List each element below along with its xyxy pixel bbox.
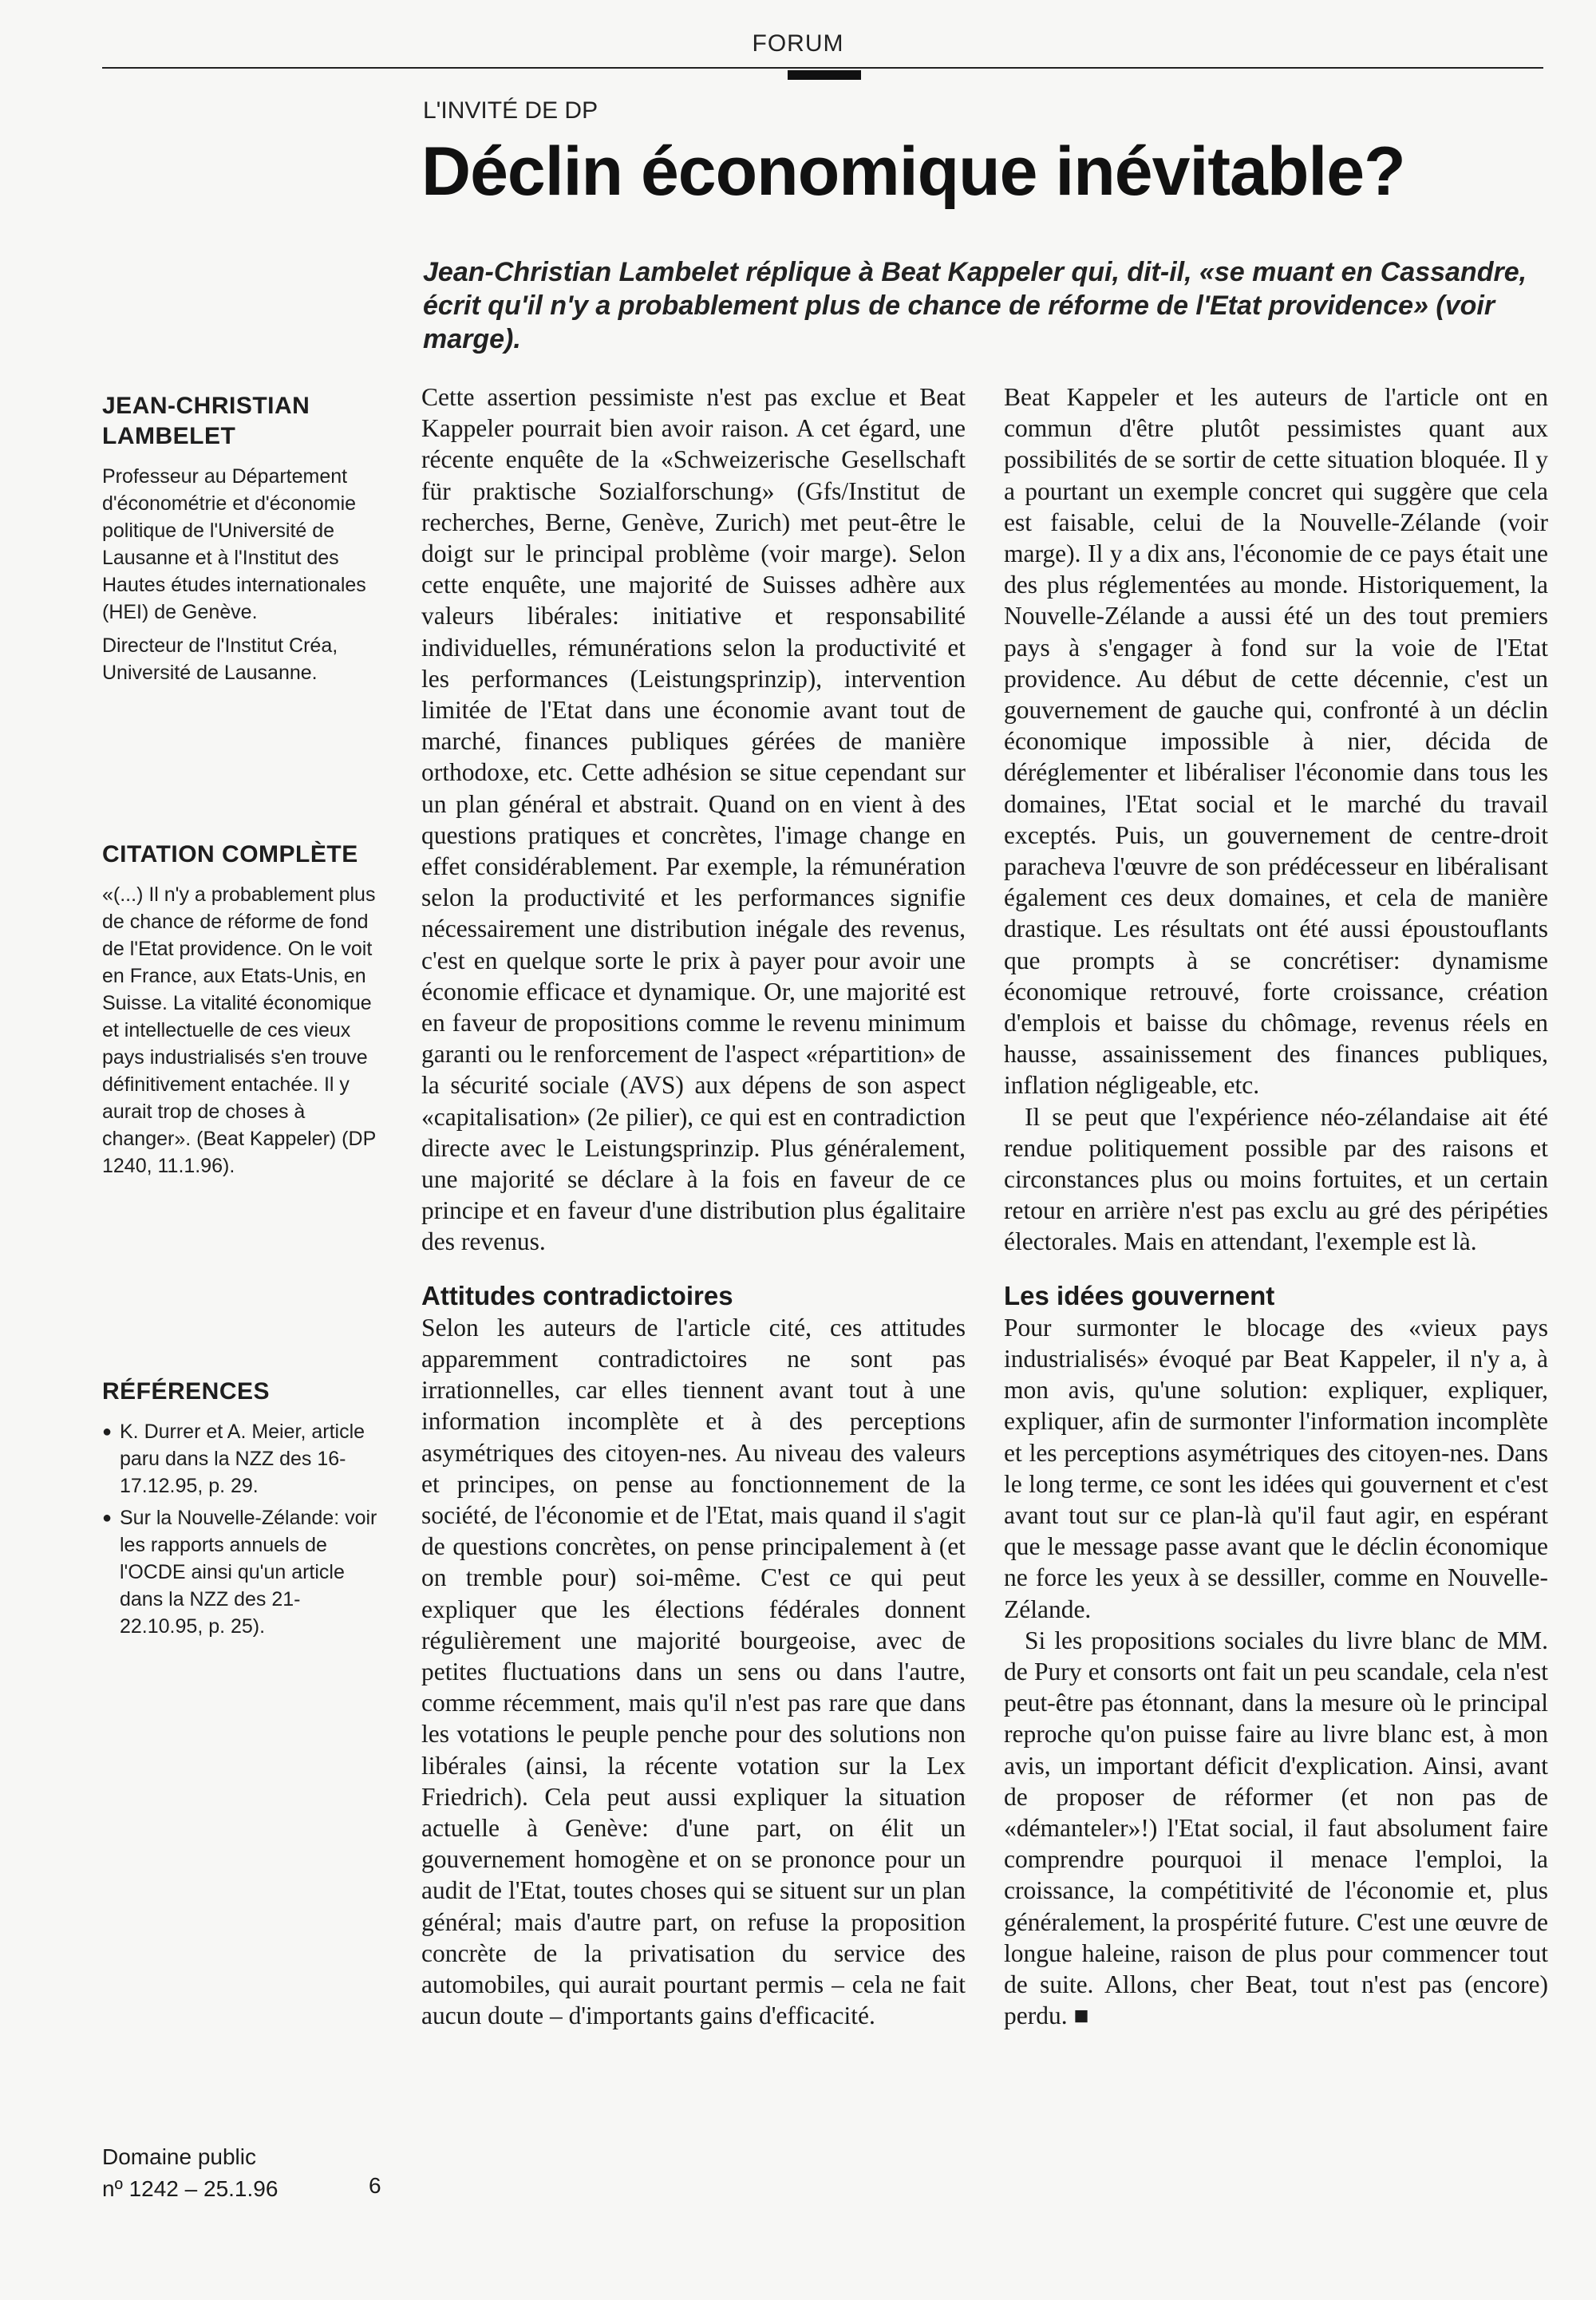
- body-paragraph: Il se peut que l'expérience néo-zélandaise ait été rendue politiquement possible par des raisons et circonstances plus ou moins fortuites, et un certain retour en arrière n'est pas exclu au gré des péripéties électorales. Mais en attendant, l'exemple est là.: [1004, 1102, 1548, 1256]
- page-number: 6: [369, 2173, 381, 2198]
- section-label: FORUM: [752, 30, 844, 57]
- body-paragraph: Beat Kappeler et les auteurs de l'article ont en commun d'être plutôt pessimistes quant aux possibilités de se sortir de cette situation bloquée. Il y a pourtant un exemple concret qui suggère que cela est faisable, celui de la Nouvelle-Zélande (voir marge). Il y a dix ans, l'économie de ce pays était une des plus réglementées au monde. Historiquement, la Nouvelle-Zélande a aussi été un des tout premiers pays à s'engager à fond sur la voie de l'Etat providence. Au début de cette décennie, c'est un gouvernement de gauche qui, confronté à un déclin économique impossible à nier, décida de déréglementer et libéraliser l'économie dans tous les domaines, l'Etat social et le marché du travail exceptés. Puis, un gouvernement de centre-droit paracheva l'œuvre de son prédécesseur en libéralisant également ces deux domaines, et cela de manière drastique. Les résultats ont été aussi époustouflants que prompts à se concrétiser: dynamisme économique retrouvé, forte croissance, création d'emplois et baisse du chômage, revenus réels en hausse, assainissement des finances publiques, inflation négligeable, etc.: [1004, 383, 1548, 1100]
- body-column-1: [421, 381, 966, 2031]
- references-list: [102, 1418, 383, 1640]
- top-rule: [102, 67, 1543, 69]
- citation-box: [102, 840, 383, 1186]
- article-title: Déclin économique inévitable?: [421, 133, 1405, 210]
- citation-heading: CITATION COMPLÈTE: [102, 841, 358, 867]
- references-heading: RÉFÉRENCES: [102, 1378, 271, 1405]
- reference-item: ● K. Durrer et A. Meier, article paru dans la NZZ des 16-17.12.95, p. 29.: [102, 1418, 383, 1500]
- body-paragraph: Cette assertion pessimiste n'est pas exclue et Beat Kappeler pourrait bien avoir raison. A cet égard, une récente enquête de la «Schweizerische Gesellschaft für praktische Sozialforschung» (Gfs/Institut de recherches, Berne, Genève, Zurich) met peut-être le doigt sur le principal problème (voir marge). Selon cette enquête, une majorité de Suisses adhère aux valeurs libérales: initiative et responsabilité individuelles, rémunérations selon la productivité et les performances (Leistungsprinzip), intervention limitée de l'Etat dans une économie avant tout de marché, finances publiques gérées de manière orthodoxe, etc. Cette adhésion se situe cependant sur un plan général et abstrait. Quand on en vient à des questions pratiques et concrètes, l'image change en effet considérablement. Par exemple, la rémunération selon la productivité et les performances signifie nécessairement une distribution inégale des revenus, c'est en quelque sorte le prix à payer pour avoir une économie efficace et dynamique. Or, une majorité est en faveur de propositions comme le revenu minimum garanti ou le renforcement de l'aspect «répartition» de la sécurité sociale (AVS) aux dépens de son aspect «capitalisation» (2e pilier), ce qui est en contradiction directe avec le Leistungsprinzip. Plus généralement, une majorité se déclare à la fois en faveur de ce principe et en faveur d'une distribution plus égalitaire des revenus.: [421, 383, 966, 1256]
- article-kicker: L'INVITÉ DE DP: [423, 97, 598, 124]
- subheading: Attitudes contradictoires: [421, 1280, 733, 1310]
- reference-item: ● Sur la Nouvelle-Zélande: voir les rapports annuels de l'OCDE ainsi qu'un article dans la NZZ des 21-22.10.95, p. 25).: [102, 1504, 383, 1640]
- article-lead: Jean-Christian Lambelet réplique à Beat Kappeler qui, dit-il, «se muant en Cassandre, écrit qu'il n'y a probablement plus de chance de réforme de l'Etat providence» (voir marge).: [423, 257, 1527, 354]
- author-bio: Professeur au Département d'économétrie et d'économie politique de l'Université de Lausanne et à l'Institut des Hautes études internationales (HEI) de Genève.: [102, 465, 366, 623]
- body-paragraph: Selon les auteurs de l'article cité, ces attitudes apparemment contradictoires ne sont pas irrationnelles, car elles tiennent avant tout à une information incomplète et à des perceptions asymétriques des citoyen-nes. Au niveau des valeurs et principes, on pense au fonctionnement de la société, de l'économie et de l'Etat, mais quand il s'agit de questions concrètes, on pense principalement à (et on tremble pour) soi-même. C'est ce qui peut expliquer que les élections fédérales donnent régulièrement une majorité bourgeoise, avec de petites fluctuations dans un sens ou dans l'autre, comme récemment, mais qu'il n'est pas rare que dans les votations le peuple penche pour des solutions non libérales (ainsi, la récente votation sur la Lex Friedrich). Cela peut aussi expliquer la situation actuelle à Genève: d'une part, on élit un gouvernement homogène et on se prononce pour un audit de l'Etat, toutes choses qui se situent sur un plan général; mais d'autre part, on refuse la proposition concrète de la privatisation du service des automobiles, qui aurait pourtant permis – cela ne fait aucun doute – d'importants gains d'efficacité.: [421, 1313, 966, 2030]
- references-box: [102, 1377, 383, 1645]
- footer: [102, 2141, 383, 2205]
- body-paragraph: Si les propositions sociales du livre blanc de MM. de Pury et consorts ont fait un peu scandale, cela n'est peut-être pas étonnant, dans la mesure où le principal reproche qu'on puisse faire au livre blanc est, à mon avis, un important déficit d'explication. Ainsi, avant de proposer de réformer (et non pas de «démanteler»!) l'Etat social, il faut absolument faire comprendre pourquoi il menace l'emploi, la croissance, la compétitivité de l'économie et, plus généralement, la prospérité future. C'est une œuvre de longue haleine, raison de plus pour commencer tout de suite. Allons, cher Beat, tout n'est pas (encore) perdu. ■: [1004, 1626, 1548, 2030]
- subheading: Les idées gouvernent: [1004, 1280, 1275, 1310]
- author-role: Directeur de l'Institut Créa, Université de Lausanne.: [102, 634, 338, 684]
- body-paragraph: Pour surmonter le blocage des «vieux pays industrialisés» évoqué par Beat Kappeler, il n'y a, à mon avis, qu'une solution: expliquer, expliquer, expliquer, afin de surmonter l'information incomplète et les perceptions asymétriques des citoyen-nes. Dans le long terme, ce sont les idées qui gouvernent et c'est avant tout sur ce plan-là qu'il faut agir, en espérant que le message passe avant que le déclin économique ne force les yeux à se dessiller, comme en Nouvelle-Zélande.: [1004, 1313, 1548, 1623]
- body-column-2: [1004, 381, 1548, 2031]
- issue-info: nº 1242 – 25.1.96: [102, 2176, 279, 2201]
- publication-name: Domaine public: [102, 2144, 256, 2169]
- citation-text: «(...) Il n'y a probablement plus de chance de réforme de fond de l'Etat providence. On le voit en France, aux Etats-Unis, en Suisse. La vitalité économique et intellectuelle de ces vieux pays industrialisés s'en trouve définitivement entachée. Il y aurait trop de choses à changer». (Beat Kappeler) (DP 1240, 11.1.96).: [102, 883, 376, 1177]
- author-name: JEAN-CHRISTIAN LAMBELET: [102, 393, 310, 449]
- author-box: [102, 391, 383, 693]
- section-marker: [788, 70, 861, 80]
